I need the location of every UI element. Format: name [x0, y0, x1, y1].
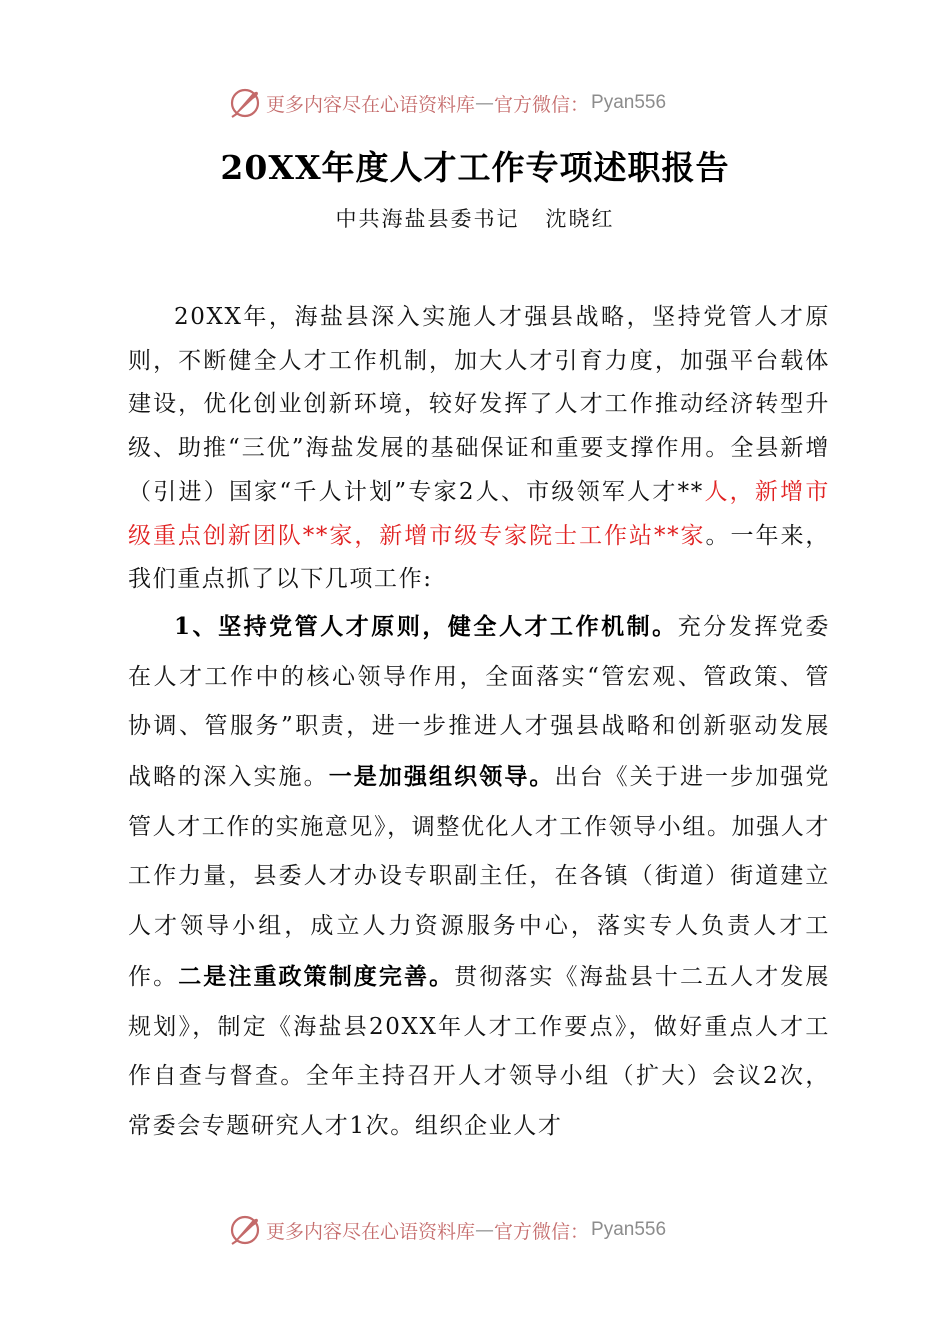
document-title: 20XX年度人才工作专项述职报告 — [220, 148, 730, 187]
paragraph-intro — [128, 296, 830, 602]
intro-text-end: 。一年来，我们重点抓了以下几项工作: — [128, 522, 831, 593]
section-1-subheading-2: 二是注重政策制度完善。 — [178, 962, 455, 990]
watermark-footer — [228, 1213, 666, 1247]
intro-text: 20XX年，海盐县深入实施人才强县战略，坚持党管人才原则，不断健全人才工作机制，加大人才引育力度，加强平台载体建设，优化创业创新环境，较好发挥了人才工作推动经济转型升级、助推“三优”海盐发展的基础保证和重要支撑作用。全县新增（引进）国家“千人计划”专家2人、市级领军人才** — [128, 304, 830, 505]
section-1-heading: 1、坚持党管人才原则，健全人才工作机制。 — [174, 612, 678, 640]
watermark-separator: — — [475, 92, 495, 114]
section-1-text-3: 贯彻落实《海盐县十二五人才发展规划》，制定《海盐县20XX年人才工作要点》，做好重点人才工作自查与督查。全年主持召开人才领导小组（扩大）会议2次，常委会专题研究人才1次。组织企业人才 — [128, 963, 831, 1139]
watermark-text: 更多内容尽在心语资料库 — [266, 1220, 476, 1243]
author-org: 中共海盐县委书记 — [335, 207, 520, 231]
section-1-text-2: 出台《关于进一步加强党管人才工作的实施意见》，调整优化人才工作领导小组。加强人才工作力量，县委人才办设专职副主任，在各镇（街道）街道建立人才领导小组，成立人力资源服务中心，落实专人负责人才工作。 — [128, 764, 830, 990]
watermark-label: 官方微信： — [494, 93, 590, 116]
document-author — [0, 203, 950, 233]
watermark-header — [228, 86, 666, 120]
watermark-text: 更多内容尽在心语资料库 — [266, 93, 476, 116]
watermark-label: 官方微信： — [494, 1220, 590, 1243]
intro-highlight-text: 人，新增市级重点创新团队**家，新增市级专家院士工作站**家 — [128, 478, 830, 549]
quill-pen-logo-icon — [228, 1213, 262, 1247]
watermark-wechat-id: Pyan556 — [591, 1219, 667, 1240]
watermark-wechat-id: Pyan556 — [591, 92, 667, 113]
author-name: 沈晓红 — [545, 207, 615, 231]
section-1-subheading-1: 一是加强组织领导。 — [328, 763, 555, 791]
paragraph-section-1 — [128, 602, 830, 1152]
section-1-text: 充分发挥党委在人才工作中的核心领导作用，全面落实“管宏观、管政策、管协调、管服务”职责，进一步推进人才强县战略和创新驱动发展战略的深入实施。 — [128, 613, 830, 791]
watermark-separator: — — [475, 1219, 495, 1241]
quill-pen-logo-icon — [228, 86, 262, 120]
document-body — [128, 296, 830, 1152]
